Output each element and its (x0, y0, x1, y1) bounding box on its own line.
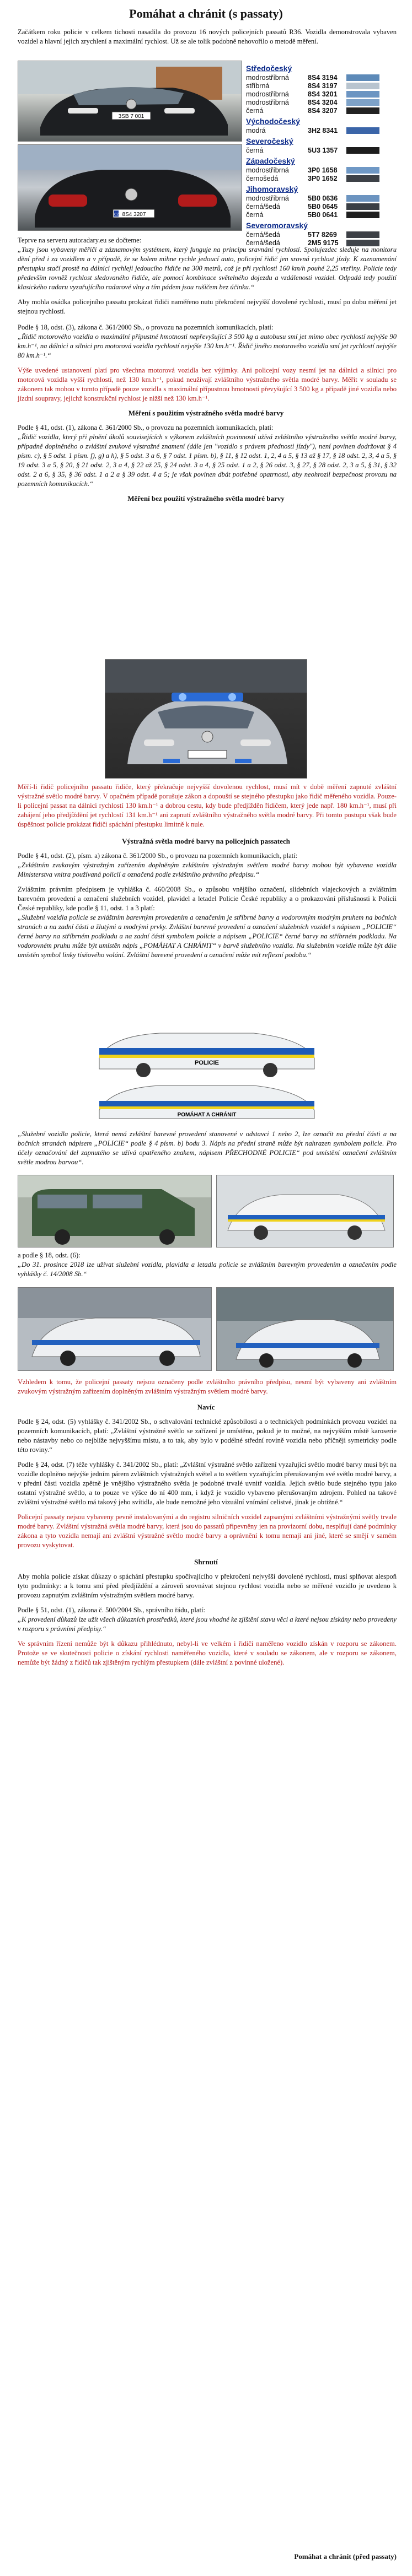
car-plate: 5B0 0645 (308, 202, 338, 210)
police-octavia-photo (216, 1175, 394, 1248)
paragraph: Podle § 18, odst. (3), zákona č. 361/2000 Sb., o provozu na pozemních komunikacích, platí: (18, 323, 274, 331)
car-color: černá (246, 146, 264, 154)
region-title: Západočeský (246, 156, 295, 165)
paragraph: Podle § 51, odst. (1), zákona č. 500/2004 Sb., správního řádu, platí: (18, 1606, 205, 1614)
car-plate: 5B0 0641 (308, 210, 338, 219)
registration-row (246, 90, 398, 98)
quote: „Do 31. prosince 2018 lze užívat služební vozidla, plavidla a letadla policie se zvláštním barevným provedením a označením podle vyhlášky č. 14/2008 Sb.“ (18, 1261, 397, 1278)
text-section-5 (0, 1378, 412, 1667)
color-swatch (346, 91, 379, 98)
cz-flag-label: CZ (114, 213, 119, 217)
car-color: modrostříbrná (246, 73, 289, 82)
paragraph-highlight: Policejní passaty nejsou vybaveny pevně instalovanými a do registru silničních vozidel zapsanými zvláštními výstražnými světly trvale modré barvy. Zvláštní výstražná světla modré barvy, která jsou do passatů připevněny jen na provizorní dobu, nesplňují dané podmínky zákona a tyto vozidla nemají ani zvláštní výstražné světlo modré barvy a oprávnění k tomu nemají ani jiné, které se smějí v samém provozu vyskytovat. (18, 1513, 397, 1549)
parked-police-car-photo-2 (216, 1287, 394, 1371)
registration-row (246, 194, 398, 202)
color-swatch (346, 127, 379, 134)
car-plate: 8S4 3207 (308, 106, 338, 115)
registration-list (246, 62, 398, 247)
car-color: modrá (246, 126, 266, 134)
car-plate: 3H2 8341 (308, 126, 338, 134)
car-color: stříbrná (246, 82, 270, 90)
car-color: černá/šedá (246, 239, 280, 247)
registration-row (246, 174, 398, 182)
car-color: černá/šedá (246, 202, 280, 210)
car-color: modrostříbrná (246, 98, 289, 106)
color-swatch (346, 99, 379, 106)
region-group (246, 185, 398, 219)
color-swatch (346, 212, 379, 218)
car-color: modrostříbrná (246, 90, 289, 98)
color-swatch (346, 195, 379, 202)
car-plate: 5U3 1357 (308, 146, 338, 154)
paragraph-highlight: Výše uvedené ustanovení platí pro všechna motorová vozidla bez výjimky. Ani policejní vozy nesmí jet na dálnici a silnici pro motorová vozidla vyšší rychlostí, než 130 km.h⁻¹, pokud neužívají zvláštního výstražného světla modré barvy. Měřit v souladu se zákonem tak mohou v tomto případě pouze vozidla s maximální přípustnou hmotností převyšující 3 500 kg a případě jiné vozidla nebo jízdní soupravy, jejichž konstrukční rychlost je nižší než 130 km.h⁻¹. (18, 366, 397, 402)
quote: „Tuzy jsou vybaveny měřiči a záznamovým systémem, který funguje na principu sravnání rychlostí. Spolujezdec sleduje na monitoru dění před i za vozidlem a v případě, že se kolem mihne rychle jedoucí auto, policejní řidič jen srovná rychlost jízdy. K zaznamenání přestupku stačí prostě na dálnici rychleji jedoucího řidiče na 300 metrů, což je při rychlosti 160 km/h pouhé 2,25 vteřiny. Policie tedy především rovněž rychlost sledovaného řidiče, ale pomocí kombinace světelného dojezdu a vzdálenosti vozidel. Odpadá tedy použití klasického radaru vyzařujícího radarové vlny a tím pádem jsou rušičem bez účinku.“ (18, 246, 397, 291)
paragraph: Aby mohla osádka policejního passatu prokázat řidiči naměřeno nutu překročení nejvyšší dovolené rychlosti, musí po dobu měření jet stejnou rychlostí. (18, 298, 397, 315)
van-illustration (18, 1175, 211, 1247)
paragraph: Podle § 41, odst. (1), zákona č. 361/2000 Sb., o provozu na pozemních komunikacích, platí: (18, 424, 274, 431)
car-color: modrostříbrná (246, 166, 289, 174)
region-title: Severomoravský (246, 221, 308, 230)
car-color: černá (246, 210, 264, 219)
color-swatch (346, 107, 379, 114)
parked-car-illustration-2 (217, 1288, 393, 1370)
plate-text-2: 8S4 3207 (122, 212, 146, 218)
car-plate: 8S4 3194 (308, 73, 338, 82)
text-section-2 (0, 782, 412, 960)
section-heading: Měření bez použití výstražného světla modré barvy (127, 494, 285, 503)
section-heading: Měření s použitím výstražného světla modré barvy (128, 409, 284, 417)
livery-illustration (88, 1014, 325, 1121)
car-color: černá/šedá (246, 230, 280, 239)
region-title: Severočeský (246, 137, 293, 145)
registration-row (246, 98, 398, 106)
region-title: Východočeský (246, 117, 301, 126)
police-livery-drawing (88, 1014, 325, 1121)
text-section-1 (0, 236, 412, 503)
quote: „Služební vozidla policie se zvláštním barevným provedením a označením je stříbrné barvy a vodorovným modrým pruhem na bočních stranách a na zadní části a žlutými a modrými prvky. Zvláštní barevné provedení a označení služebních vozidel s nápisem „POLICIE“ černé barvy na stříbrném podkladu a na zadní části symbolem policie a nápisem „POLICIE“ černé barvy na stříbrném podkladu. Na vodorovném pruhu může být umístěn nápis „POMÁHAT A CHRÁNIT“ v barvě služebního vozidla. Na služebním vozidle může být dále umístěn symbol linky tísňového volání. Zvláštní barevné provedení a označení může mít reflexní podobu.“ (18, 914, 397, 959)
section-heading: Shrnutí (194, 1558, 218, 1566)
car-front-illustration (18, 61, 242, 141)
paragraph-highlight: Vzhledem k tomu, že policejní passaty nejsou označeny podle zvláštního právního předpisu, nesmí být vybaveny ani zvláštním zvukovým výstražným zařízením doplněným zvláštním výstražným světlem modré barvy. (18, 1378, 397, 1395)
region-title: Středočeský (246, 64, 292, 73)
quote: „K provedení důkazů lze užít všech důkazních prostředků, které jsou vhodné ke zjištění stavu věci a které nejsou získány nebo provedeny v rozporu s právními předpisy.“ (18, 1616, 397, 1633)
color-swatch (346, 175, 379, 182)
car-plate: 8S4 3197 (308, 82, 338, 90)
plate-text-1: 3SB 7 001 (118, 114, 145, 120)
footer-signature: Pomáhat a chránit (před passaty) (294, 2552, 397, 2561)
paragraph: Aby mohla policie získat důkazy o spáchání přestupku spočívajícího v překročení nejvyšší dovolené rychlosti, musí splňovat alespoň tyto podmínky: a k tomu smí před předjíždění a zároveň srovnávat stejnou rychlost vozidla nebo se měřené vozidlo je uvedeno k provozu zapnutým zvláštním výstražným světlem modré barvy. (18, 1573, 397, 1599)
region-group (246, 156, 398, 182)
color-swatch (346, 147, 379, 154)
car-plate: 3P0 1658 (308, 166, 338, 174)
region-group (246, 117, 398, 134)
section-heading: Navíc (197, 1403, 215, 1411)
police-car-illustration (105, 660, 307, 778)
paragraph: a podle § 18, odst. (6): (18, 1251, 81, 1259)
car-rear-photo (18, 144, 242, 231)
color-swatch (346, 74, 379, 81)
quote: „Služební vozidla policie, která nemá zvláštní barevné provedení stanovené v odstavci 1 nebo 2, lze označit na přední části a na bočních stranách nápisem „POLICIE“ podle § 4 písm. b) bodu 3. Nápis na přední straně může být nahrazen symbolem policie. Pro účely označování del zapnutého se užívá opatřeného znakem, nápisem PŘECHODNÉ POLICIE“ pod umístění označení zvláštním světle modrou barvou“. (18, 1130, 397, 1166)
paragraph: Podle § 24, odst. (7) téže vyhlášky č. 341/2002 Sb., platí: „Zvláštní výstražné světlo zařízení vyzařující světlo modré barvy musí být na vozidle doplněno nejvýše jedním párem zvláštních výstražných světel a to světlem vyzařujícím přerušovaným své světlo modré barvy, a v přední části vozidla zpětně je vnějšího výstražného světla je podobné trvalé uvnitř vozidla. Jejich světlo bude stejného typu jako ostatní výstražné světlo, a to pouze ve výšce do ní 400 mm, i když je vozidlo vybaveno přerušovaným zdrojem. Pohled na takové zvláštní výstražné světlo má takový jeho svítidla, ale bude nemožné jeho vizuální vnímání celistvé, jinak je obtížné.“ (18, 1461, 397, 1506)
paragraph-highlight: Ve správním řízení nemůže být k důkazu přihlédnuto, nebyl-li ve velkém i řidiči naměřeno vozidlo získán v rozporu se zákonem. Protože se ve skutečnosti policie o získání rychlosti naměřeného vozidla, které v souladu se zákonem, ale v rozporu se zákonem, nemůže být žádný z řidičů tak zjištěným rychlým přestupkem (dále zvláštní z povinné uložené). (18, 1640, 397, 1666)
registration-row (246, 202, 398, 210)
octavia-illustration (217, 1175, 393, 1247)
car-rear-illustration (18, 145, 242, 230)
car-plate: 5T7 8269 (308, 230, 337, 239)
quote: „Řidič motorového vozidla o maximální přípustné hmotnosti nepřevyšující 3 500 kg a autobusu smí jet mimo obec rychlostí nejvýše 90 km.h⁻¹, na dálnici a silnici pro motorová vozidla rychlostí nejvýše 130 km.h⁻¹. Řidič jiného motorového vozidla smí jet rychlostí nejvýše 80 km.h⁻¹.“ (18, 333, 397, 359)
intro-paragraph: Začátkem roku policie v celkem tichosti nasadila do provozu 16 nových policejních passatů R36. Vozidla demonstrovala vybaven vozidel a hlavní jejich zrychlení a maximální rychlost. Už se ale tolik podobně nehovořilo o metodě měření. (18, 28, 397, 45)
color-swatch (346, 167, 379, 174)
text-section-3 (0, 1130, 412, 1167)
region-group (246, 137, 398, 154)
color-swatch (346, 203, 379, 210)
paragraph: Zvláštním právním předpisem je vyhláška č. 460/2008 Sb., o způsobu vnějšího označení, slidebních vlajeckových a zvláštním barevném provedení a označení služebních vozidel, plavidel a letadel Policie České republiky a o prokazování příslušnosti k Policii České republiky, kde podle § 11, odst. 1 a 3 platí: (18, 885, 397, 912)
police-van-photo (18, 1175, 212, 1248)
section-heading: Výstražná světla modré barvy na policejních passatech (122, 837, 290, 845)
paragraph: Podle § 41, odst. (2), písm. a) zákona č. 361/2000 Sb., o provozu na pozemních komunikacích, platí: (18, 852, 298, 860)
parked-police-car-photo-1 (18, 1287, 212, 1371)
car-front-photo (18, 61, 242, 142)
car-plate: 8S4 3204 (308, 98, 338, 106)
paragraph-highlight: Měří-li řidič policejního passatu řidiče, který překračuje nejvyšší dovolenou rychlost, musí mít v době měření zapnuté zvláštní výstražné světlo modré barvy. V opačném případě porušuje zákon a dopouští se stejného přestupku jako řidič měřeného vozidla. Pouze-li policejní passat na dálnici rychlostí 130 km.h⁻¹ a dobrou cestu, kdy bude předjížděn řidičem, který jede např. 180 km.h⁻¹, musí při zahájení jeho předjíždění jet rychlostí 131 km.h⁻¹ ani zapnutí zvláštního výstražného světla modré barvy. Při tomto postupu však bude úspěšnost policie prokázat řidiči spáchání přestupku limitně k nule. (18, 783, 397, 828)
registration-row (246, 106, 398, 115)
paragraph: Teprve na serveru autoradary.eu se dočteme: (18, 236, 142, 244)
livery-label-1: POLICIE (194, 1060, 220, 1066)
registration-row (246, 210, 398, 219)
car-plate: 8S4 3201 (308, 90, 338, 98)
region-title: Jihomoravský (246, 185, 298, 193)
registration-row (246, 126, 398, 134)
registration-row (246, 73, 398, 82)
registration-row (246, 82, 398, 90)
car-plate: 3P0 1652 (308, 174, 338, 182)
quote: „Zvláštním zvukovým výstražným zařízením doplněným zvláštním výstražným světlem modré barvy mohou být vybavena vozidla Ministerstva vnitra používaná policií a označená podle zvláštního právního předpisu.“ (18, 861, 397, 878)
region-group (246, 64, 398, 115)
car-color: černošedá (246, 174, 279, 182)
page-title: Pomáhat a chránit (s passaty) (129, 7, 283, 20)
car-color: černá (246, 106, 264, 115)
quote: „Řidič vozidla, který při plnění úkolů souvisejících s výkonem zvláštních povinností užívá zvláštního výstražného světla modré barvy, případně doplněného o zvláštní zvukové výstražné znamení (dále jen "vozidlo s právem přednosti jízdy"), není povinen dodržovat § 4 písm. c), § 5 odst. 1 písm. f), g) a h), § 5 odst. 3 a 6, § 7 odst. 1 písm. b), § 11, § 12 odst. 1, 2, 4 a 5, § 13 až § 17, § 18 odst. 2, 3, 4 a 5, § 19 odst. 3 a 5, § 20, § 21 odst. 2, 3 a 4, § 22 až 25, § 24 odst. 3 a 4, § 25 odst. 1 a 2, § 26 odst. 3, § 27, § 28 odst. 2, 3 a 5, § 31, § 32 odst. 2 a 6, § 35, § 36 odst. 1 a 2 a § 39 odst. 4 a 5; je však povinen dbát potřebné opatrnosti, aby neohrozil bezpečnost provozu na pozemních komunikacích.“ (18, 433, 397, 488)
intro-block (0, 28, 412, 46)
police-car-photo (105, 659, 307, 779)
paragraph: Podle § 24, odst. (5) vyhlášky č. 341/2002 Sb., o schvalování technické způsobilosti a o technických podmínkách provozu vozidel na pozemních komunikacích, platí: „Zvláštní výstražné světlo se zařízení je umístěno, pokud je to možné, na nejvyšším místě karoserie nebo nástavby nebo co nejblíže nejvyššímu místu, a to tak, aby bylo v podélné střední rovině vozidla nebo příčněji symetricky podle této roviny.“ (18, 1418, 397, 1454)
parked-car-illustration-1 (18, 1288, 211, 1370)
registration-row (246, 146, 398, 154)
color-swatch (346, 83, 379, 89)
car-plate: 2M5 9175 (308, 239, 339, 247)
text-section-4 (0, 1251, 412, 1279)
registration-row (246, 166, 398, 174)
car-color: modrostříbrná (246, 194, 289, 202)
livery-label-2: POMÁHAT A CHRÁNIT (177, 1112, 237, 1118)
car-plate: 5B0 0636 (308, 194, 338, 202)
